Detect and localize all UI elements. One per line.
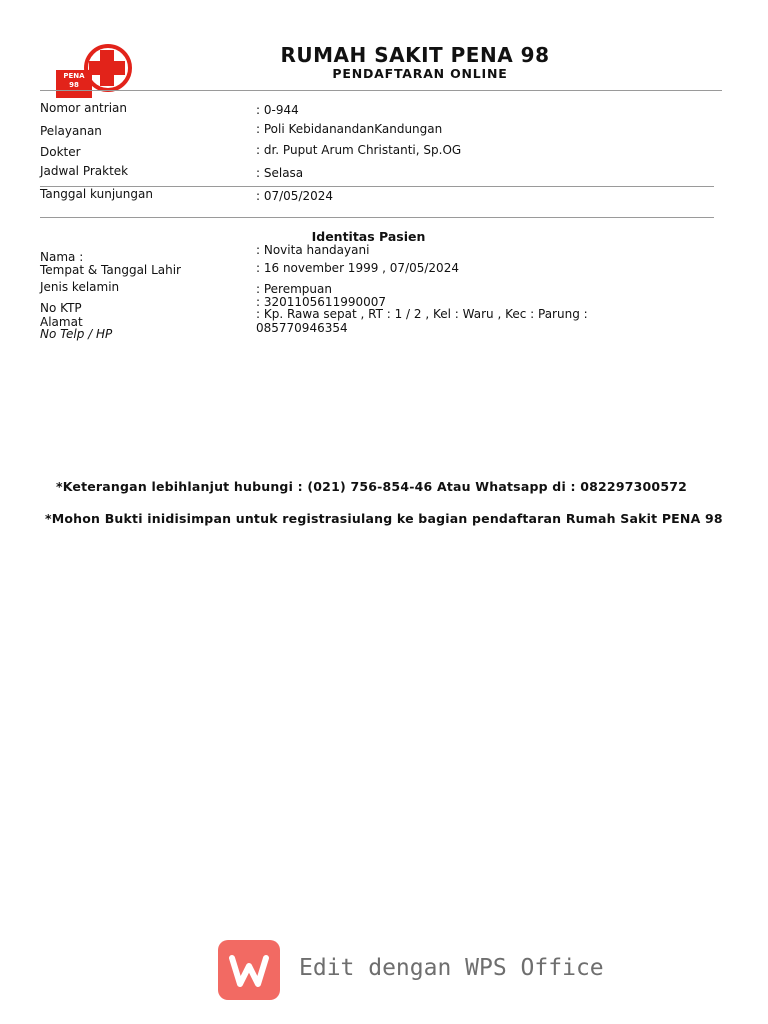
logo-text: PENA 98 [63,72,85,89]
keep-proof-note: *Mohon Bukti inidisimpan untuk registrasiulang ke bagian pendaftaran Rumah Sakit PENA 98 [45,511,723,526]
gender-label: Jenis kelamin [40,280,120,294]
birth-value: : 16 november 1999 , 07/05/2024 [256,261,459,275]
id-card-value: : 3201105611990007 [256,295,387,309]
doctor-label: Dokter [40,145,81,159]
gender-value: : Perempuan [256,282,332,296]
contact-note: *Keterangan lebihlanjut hubungi : (021) 756-854-46 Atau Whatsapp di : 082297300572 [56,479,688,494]
patient-name-value: : Novita handayani [256,243,370,257]
schedule-label: Jadwal Praktek [40,164,129,178]
wps-edit-link[interactable]: Edit dengan WPS Office [299,955,604,981]
id-card-label: No KTP [40,301,82,315]
address-label: Alamat [40,315,83,329]
doctor-value: : dr. Puput Arum Christanti, Sp.OG [256,143,462,157]
header-divider [40,90,722,91]
address-value: : Kp. Rawa sepat , RT : 1 / 2 , Kel : Waru , Kec : Parung : [256,307,588,321]
hospital-name: RUMAH SAKIT PENA 98 [280,43,550,67]
patient-name-label: Nama : [40,250,84,264]
birth-label: Tempat & Tanggal Lahir [40,263,181,277]
form-subtitle: PENDAFTARAN ONLINE [332,66,508,81]
phone-label: No Telp / HP [40,327,113,341]
wps-w-icon [218,940,280,1000]
service-label: Pelayanan [40,124,102,138]
schedule-value: : Selasa [256,166,304,180]
wps-logo-icon[interactable] [218,940,280,1000]
queue-number-value: : 0-944 [256,103,299,117]
visit-date-label: Tanggal kunjungan [40,187,153,201]
divider [40,217,714,218]
queue-number-label: Nomor antrian [40,101,127,115]
patient-section-title: Identitas Pasien [311,229,426,244]
phone-value: 085770946354 [256,321,348,335]
service-value: : Poli KebidanandanKandungan [256,122,443,136]
visit-date-value: : 07/05/2024 [256,189,334,203]
